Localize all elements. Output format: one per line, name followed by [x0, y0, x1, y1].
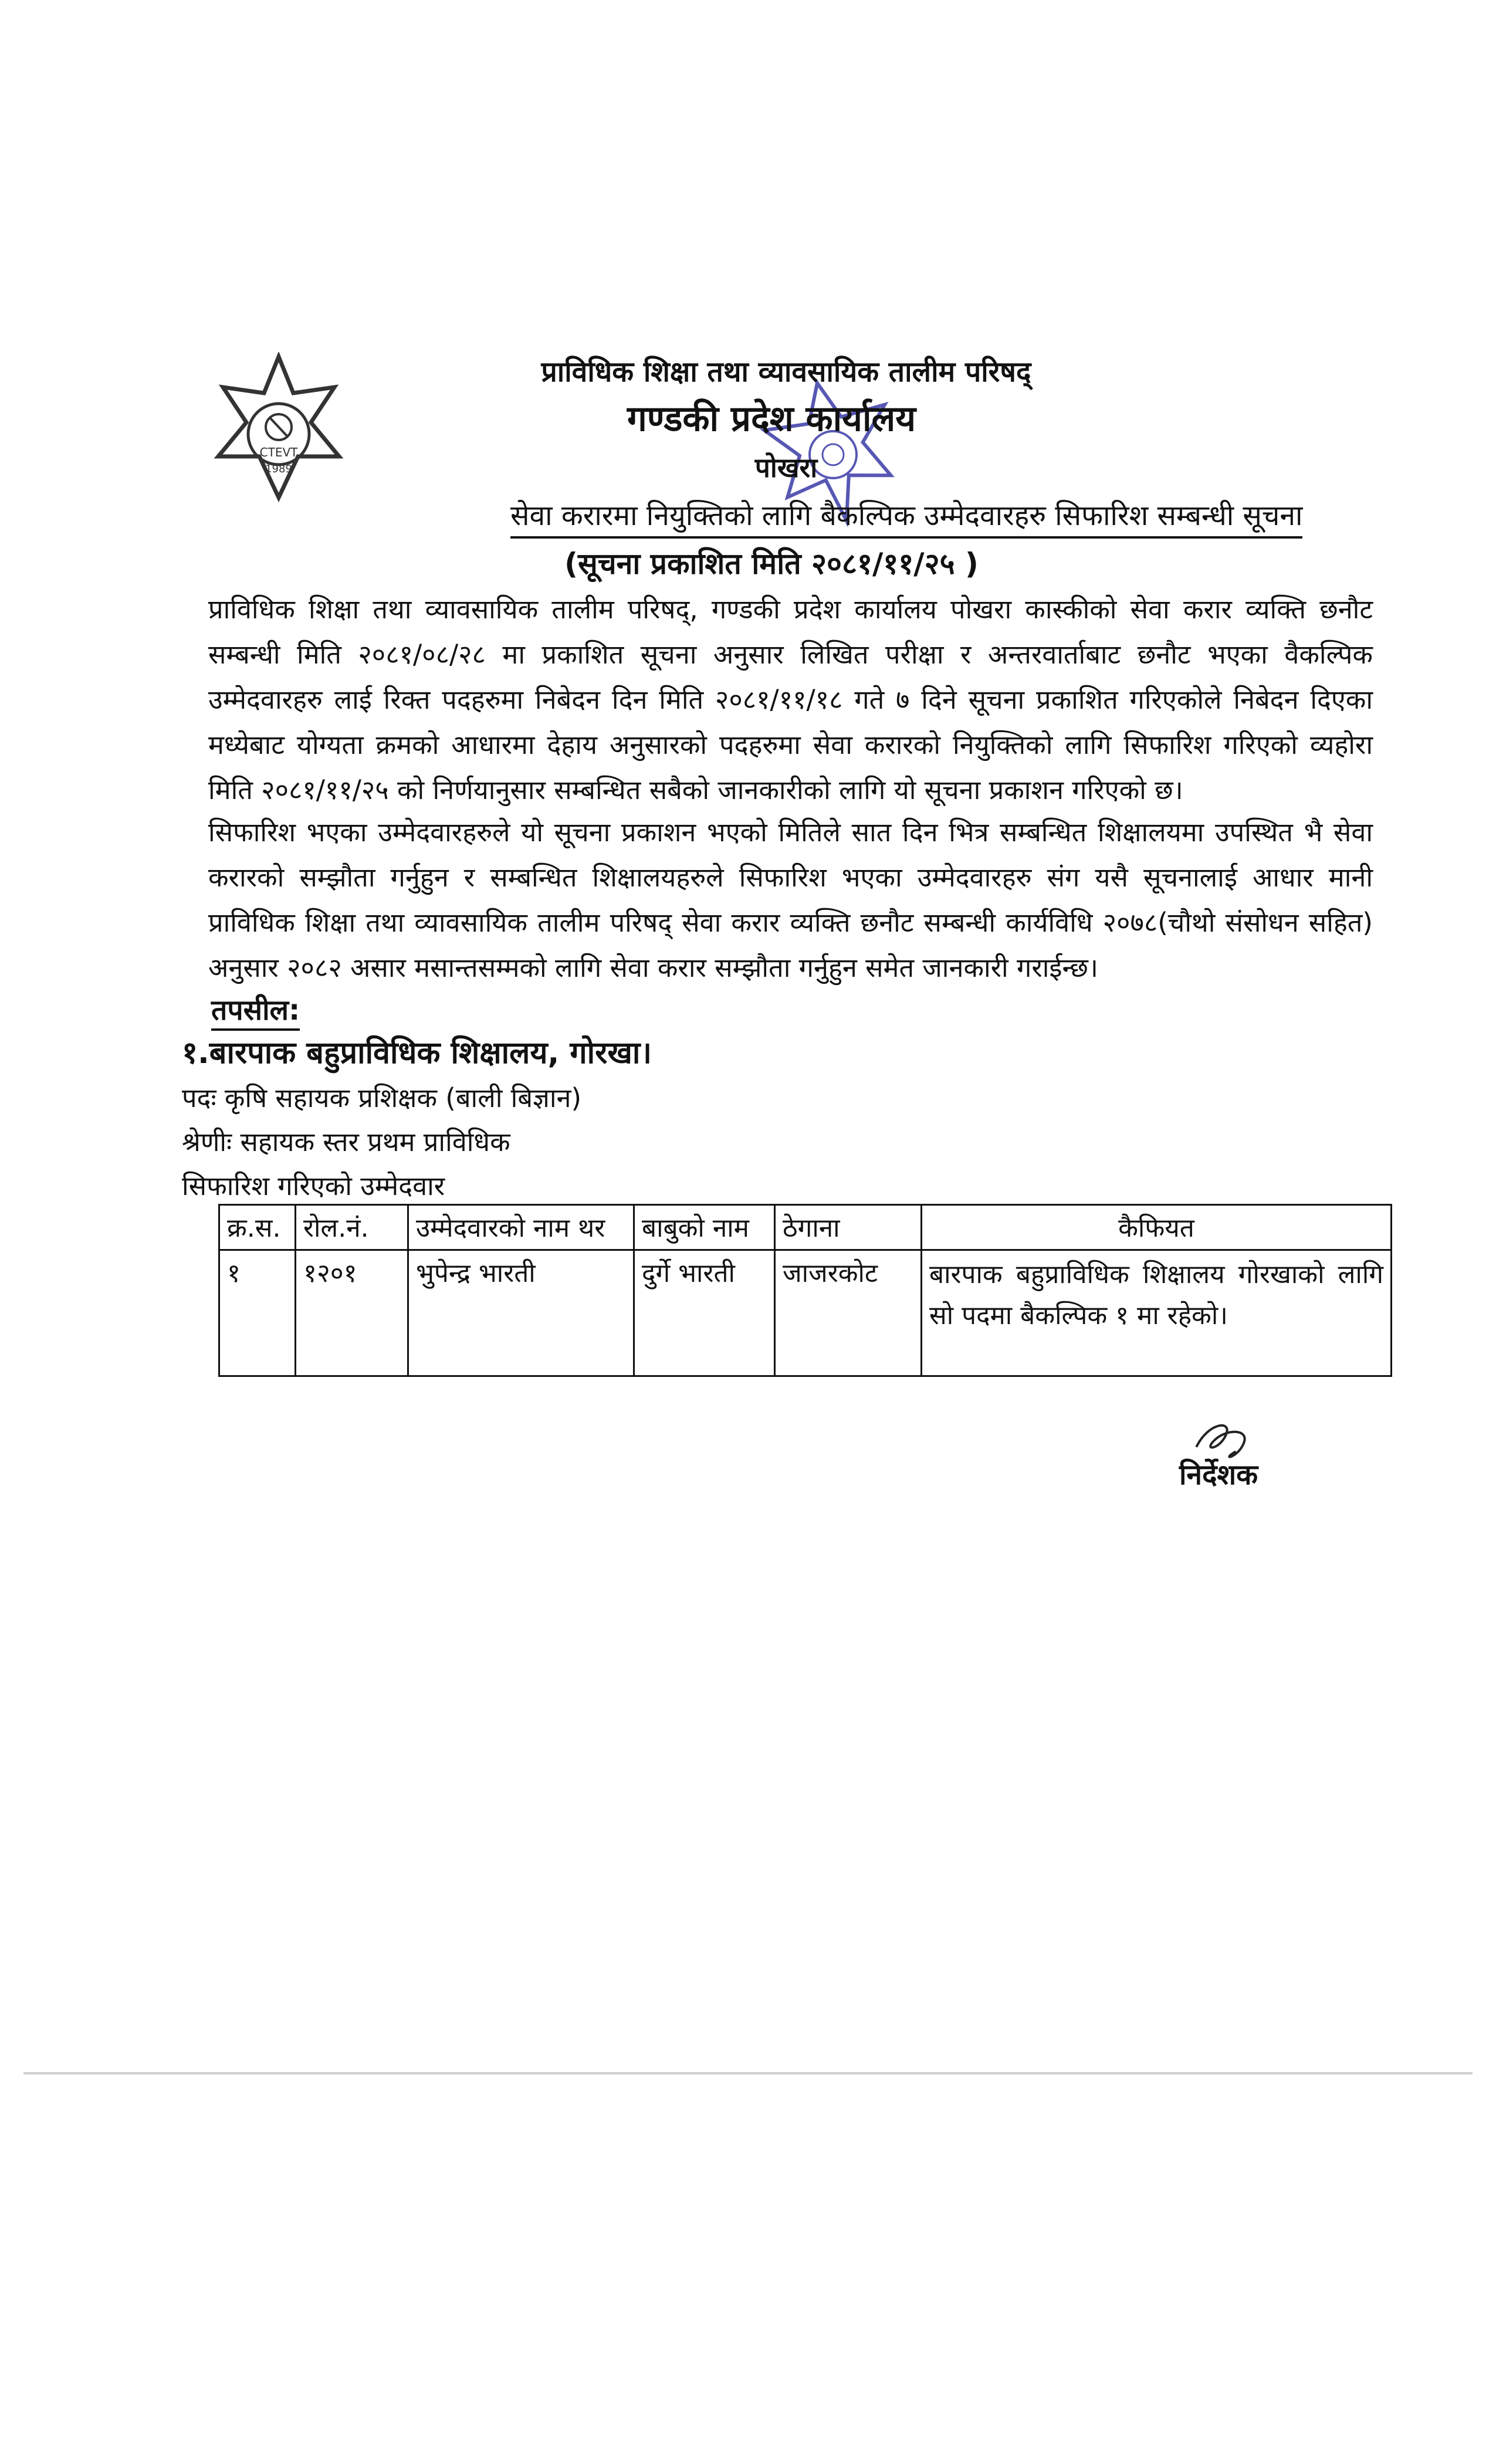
- cell-address: जाजरकोट: [775, 1250, 922, 1376]
- col-header-name: उम्मेदवारको नाम थर: [408, 1205, 634, 1250]
- recommended-label: सिफारिश गरिएको उम्मेदवार: [182, 1170, 445, 1201]
- col-header-address: ठेगाना: [775, 1205, 922, 1250]
- grade-line: श्रेणीः सहायक स्तर प्रथम प्राविधिक: [182, 1126, 510, 1157]
- notice-subject: सेवा करारमा नियुक्तिको लागि बैकल्पिक उम्मेदवारहरु सिफारिश सम्बन्धी सूचना: [510, 496, 1302, 539]
- scan-edge-line: [23, 2072, 1473, 2074]
- candidate-table: [218, 1204, 1392, 1377]
- logo-text: CTEVT: [259, 445, 298, 459]
- office-name: गण्डकी प्रदेश कार्यालय: [627, 398, 916, 439]
- col-header-sn: क्र.स.: [219, 1205, 296, 1250]
- col-header-remarks: कैफियत: [922, 1205, 1392, 1250]
- annex-label: तपसील:: [211, 990, 300, 1031]
- org-name: प्राविधिक शिक्षा तथा व्यावसायिक तालीम परिषद्: [541, 356, 1031, 388]
- logo-year: 1989: [265, 463, 292, 475]
- office-city: पोखरा: [754, 452, 818, 483]
- cell-name: भुपेन्द्र भारती: [408, 1250, 634, 1376]
- cell-roll: १२०१: [296, 1250, 408, 1376]
- notice-paragraph-2: सिफारिश भएका उम्मेदवारहरुले यो सूचना प्रकाशन भएको मितिले सात दिन भित्र सम्बन्धित शिक्षालयमा उपस्थित भै सेवा करारको सम्झौता गर्नुहुन र सम्बन्धित शिक्षालयहरुले सिफारिश भएका उम्मेदवारहरु संग यसै सूचनालाई आधार मानी प्राविधिक शिक्षा तथा व्यावसायिक तालीम परिषद् सेवा करार व्यक्ति छनौट सम्बन्धी कार्यविधि २०७८(चौथो संसोधन सहित) अनुसार २०८२ असार मसान्तसम्मको लागि सेवा करार सम्झौता गर्नुहुन समेत जानकारी गराईन्छ।: [208, 817, 1373, 983]
- cell-sn: १: [219, 1250, 296, 1376]
- table-header-row: [219, 1205, 1392, 1250]
- cell-father: दुर्गे भारती: [634, 1250, 775, 1376]
- publish-date: (सूचना प्रकाशित मिति २०८१/११/२५ ): [564, 547, 979, 581]
- col-header-roll: रोल.नं.: [296, 1205, 408, 1250]
- col-header-father: बाबुको नाम: [634, 1205, 775, 1250]
- cell-remarks: बारपाक बहुप्राविधिक शिक्षालय गोरखाको लागि सो पदमा बैकल्पिक १ मा रहेको।: [922, 1250, 1392, 1376]
- notice-paragraph-1: प्राविधिक शिक्षा तथा व्यावसायिक तालीम परिषद्, गण्डकी प्रदेश कार्यालय पोखरा कास्कीको सेवा करार व्यक्ति छनौट सम्बन्धी मिति २०८१/०८/२८ मा प्रकाशित सूचना अनुसार लिखित परीक्षा र अन्तरवार्ताबाट छनौट भएका वैकल्पिक उम्मेदवारहरु लाई रिक्त पदहरुमा निबेदन दिन मिति २०८१/११/१८ गते ७ दिने सूचना प्रकाशित गरिएकोले निबेदन दिएका मध्येबाट योग्यता क्रमको आधारमा देहाय अनुसारको पदहरुमा सेवा करारको नियुक्तिको लागि सिफारिश गरिएको व्यहोरा मिति २०८१/११/२५ को निर्णयानुसार सम्बन्धित सबैको जानकारीको लागि यो सूचना प्रकाशन गरिएको छ।: [208, 594, 1373, 805]
- post-line: पदः कृषि सहायक प्रशिक्षक (बाली बिज्ञान): [182, 1082, 582, 1113]
- signatory-designation: निर्देशक: [1179, 1458, 1258, 1491]
- section-title: १.बारपाक बहुप्राविधिक शिक्षालय, गोरखा।: [182, 1035, 652, 1071]
- table-row: [219, 1250, 1392, 1376]
